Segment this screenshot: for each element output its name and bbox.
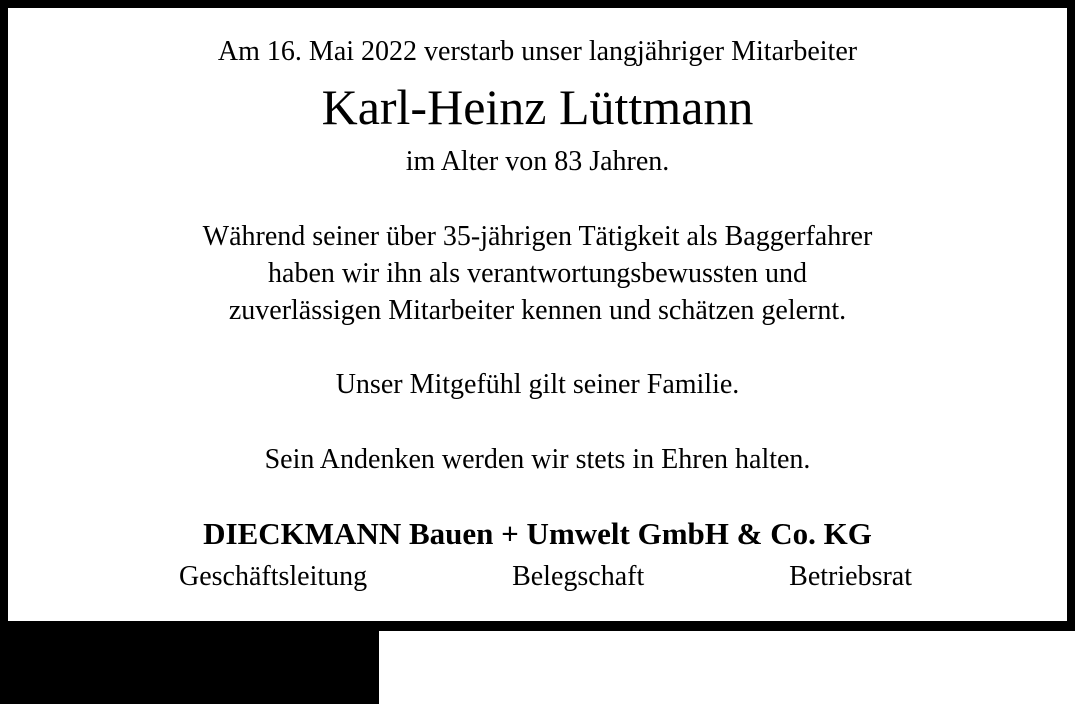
signatory-belegschaft: Belegschaft [512,561,645,592]
intro-line: Am 16. Mai 2022 verstarb unser langjähriger Mitarbeiter [217,36,858,67]
remembrance-line: Sein Andenken werden wir stets in Ehren halten. [264,444,811,475]
service-paragraph-line-2: haben wir ihn als verantwortungsbewussten und [268,258,807,289]
service-paragraph [8,218,1067,329]
service-paragraph-line-1: Während seiner über 35-jährigen Tätigkeit als Baggerfahrer [202,221,873,252]
age-line: im Alter von 83 Jahren. [405,146,670,177]
deceased-name: Karl-Heinz Lüttmann [321,79,754,135]
redaction-block [0,631,379,704]
company-name: DIECKMANN Bauen + Umwelt GmbH & Co. KG [203,516,872,551]
signatory-geschaeftsleitung: Geschäftsleitung [179,561,368,592]
service-paragraph-line-3: zuverlässigen Mitarbeiter kennen und schätzen gelernt. [228,295,847,326]
signatory-betriebsrat: Betriebsrat [789,561,912,592]
signatories-row [179,559,912,595]
condolence-line: Unser Mitgefühl gilt seiner Familie. [335,369,740,400]
